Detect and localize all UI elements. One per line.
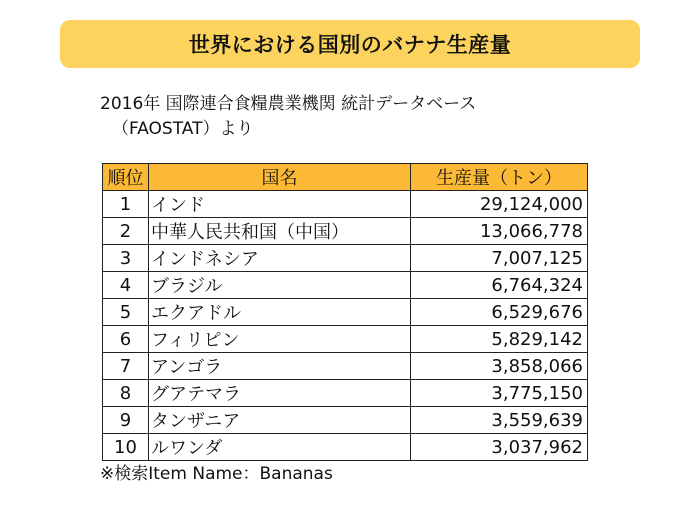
amount-cell: 29,124,000	[411, 191, 588, 218]
source-citation	[100, 92, 476, 142]
header-country: 国名	[149, 164, 411, 191]
amount-cell: 7,007,125	[411, 245, 588, 272]
rank-cell: 8	[103, 380, 149, 407]
rank-cell: 2	[103, 218, 149, 245]
rank-cell: 5	[103, 299, 149, 326]
country-cell: タンザニア	[149, 407, 411, 434]
amount-cell: 5,829,142	[411, 326, 588, 353]
country-cell: エクアドル	[149, 299, 411, 326]
table-row	[103, 218, 588, 245]
rank-cell: 1	[103, 191, 149, 218]
table-row	[103, 272, 588, 299]
table-row	[103, 299, 588, 326]
rank-cell: 9	[103, 407, 149, 434]
amount-cell: 3,858,066	[411, 353, 588, 380]
search-note: ※検索Item Name：Bananas	[100, 464, 333, 484]
rank-cell: 10	[103, 434, 149, 461]
rank-cell: 7	[103, 353, 149, 380]
country-cell: アンゴラ	[149, 353, 411, 380]
rank-cell: 6	[103, 326, 149, 353]
table-row	[103, 407, 588, 434]
table-row	[103, 380, 588, 407]
country-cell: インドネシア	[149, 245, 411, 272]
country-cell: インド	[149, 191, 411, 218]
table-header-row	[103, 164, 588, 191]
table-row	[103, 245, 588, 272]
table-row	[103, 434, 588, 461]
source-line-1: 2016年 国際連合食糧農業機関 統計データベース	[100, 94, 477, 114]
header-amount: 生産量（トン）	[411, 164, 588, 191]
amount-cell: 13,066,778	[411, 218, 588, 245]
amount-cell: 3,559,639	[411, 407, 588, 434]
table-row	[103, 191, 588, 218]
amount-cell: 3,775,150	[411, 380, 588, 407]
country-cell: ルワンダ	[149, 434, 411, 461]
amount-cell: 6,529,676	[411, 299, 588, 326]
country-cell: フィリピン	[149, 326, 411, 353]
country-cell: ブラジル	[149, 272, 411, 299]
amount-cell: 3,037,962	[411, 434, 588, 461]
amount-cell: 6,764,324	[411, 272, 588, 299]
rank-cell: 3	[103, 245, 149, 272]
table-row	[103, 326, 588, 353]
table-row	[103, 353, 588, 380]
country-cell: 中華人民共和国（中国）	[149, 218, 411, 245]
production-table	[102, 163, 588, 461]
rank-cell: 4	[103, 272, 149, 299]
header-rank: 順位	[103, 164, 149, 191]
source-line-2: （FAOSTAT）より	[112, 119, 254, 139]
page-title: 世界における国別のバナナ生産量	[188, 33, 512, 57]
title-banner	[60, 20, 640, 68]
country-cell: グアテマラ	[149, 380, 411, 407]
